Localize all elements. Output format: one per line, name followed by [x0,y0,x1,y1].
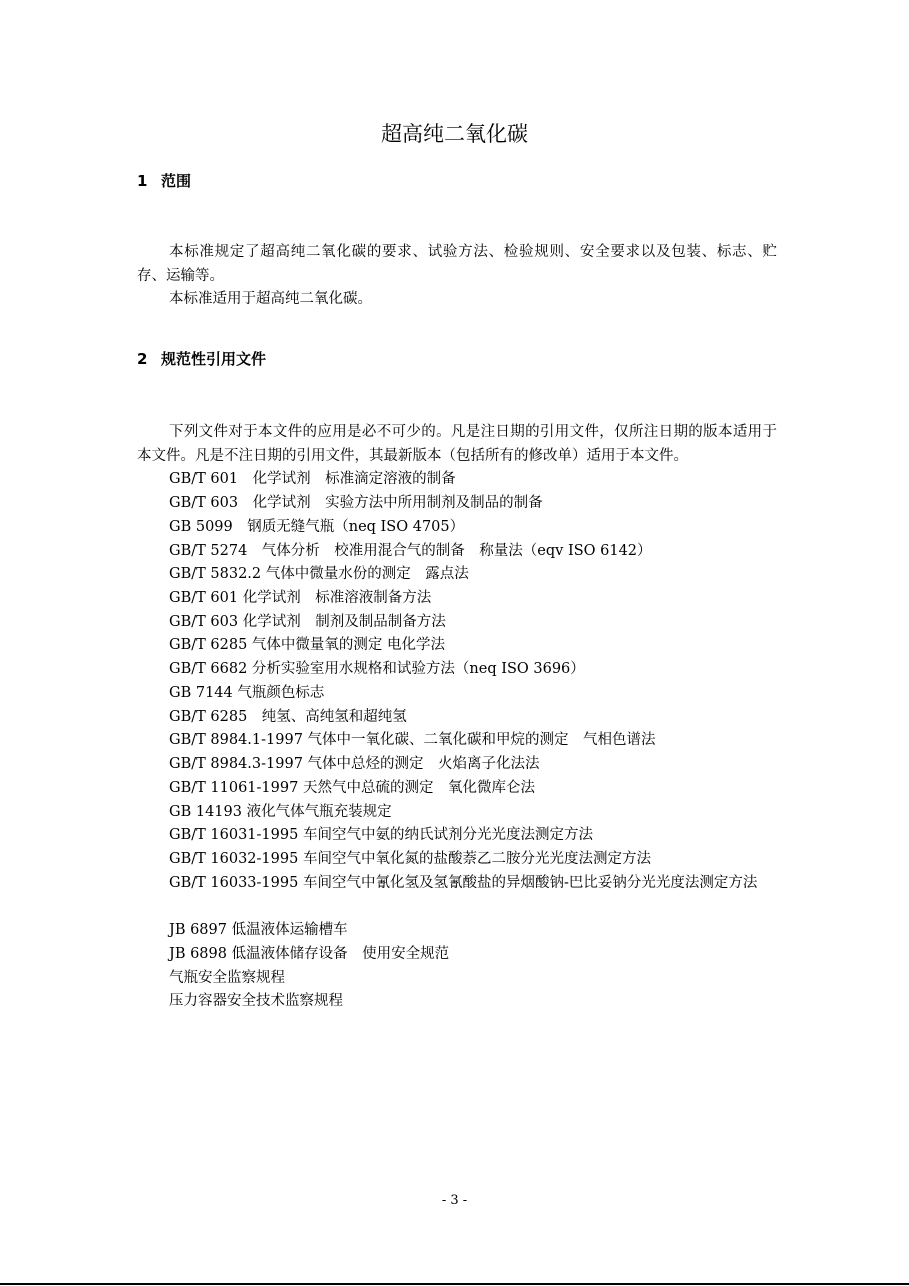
reference-item: GB/T 16032-1995 车间空气中氧化氮的盐酸萘乙二胺分光光度法测定方法 [169,851,651,867]
reference-item: JB 6898 低温液体储存设备 使用安全规范 [169,946,450,962]
reference-item: GB/T 5274 气体分析 校准用混合气的制备 称量法（eqv ISO 6142） [169,543,652,559]
reference-item: GB/T 601 化学试剂 标准滴定溶液的制备 [169,471,456,487]
section-heading-scope [137,170,191,192]
paragraph: 本标准规定了超高纯二氧化碳的要求、试验方法、检验规则、安全要求以及包装、标志、贮存、运输等。 [137,244,777,284]
reference-item: JB 6897 低温液体运输槽车 [169,922,348,938]
reference-item: GB/T 601 化学试剂 标准溶液制备方法 [169,590,432,606]
page-number: - 3 - [441,1193,468,1208]
page-title: 超高纯二氧化碳 [381,122,528,146]
section-title: 规范性引用文件 [161,350,267,368]
reference-item: GB 7144 气瓶颜色标志 [169,685,325,701]
bottom-divider [0,1283,909,1285]
reference-item: GB 14193 液化气体气瓶充装规定 [169,804,392,820]
reference-item: GB/T 8984.3-1997 气体中总烃的测定 火焰离子化法法 [169,756,540,772]
reference-item: GB/T 16031-1995 车间空气中氨的纳氏试剂分光光度法测定方法 [169,827,593,843]
section-title: 范围 [161,172,192,190]
reference-item: GB/T 6285 纯氢、高纯氢和超纯氢 [169,709,407,725]
reference-item: 气瓶安全监察规程 [169,970,285,986]
section-number: 1 [137,172,148,190]
reference-item: GB/T 11061-1997 天然气中总硫的测定 氧化微库仑法 [169,780,535,796]
section-heading-normative-references [137,348,266,370]
reference-item: GB/T 16033-1995 车间空气中氰化氢及氢氰酸盐的异烟酸钠-巴比妥钠分光光度法测定方法 [169,875,758,891]
reference-item: GB/T 5832.2 气体中微量水份的测定 露点法 [169,566,469,582]
reference-item: 压力容器安全技术监察规程 [169,993,343,1009]
reference-item: GB/T 8984.1-1997 气体中一氧化碳、二氧化碳和甲烷的测定 气相色谱法 [169,732,656,748]
paragraph: 下列文件对于本文件的应用是必不可少的。凡是注日期的引用文件，仅所注日期的版本适用于本文件。凡是不注日期的引用文件，其最新版本（包括所有的修改单）适用于本文件。 [137,424,777,464]
section-number: 2 [137,350,148,368]
reference-item: GB 5099 钢质无缝气瓶（neq ISO 4705） [169,519,465,535]
reference-item: GB/T 6285 气体中微量氧的测定 电化学法 [169,637,446,653]
reference-item: GB/T 6682 分析实验室用水规格和试验方法（neq ISO 3696） [169,661,585,677]
reference-item: GB/T 603 化学试剂 实验方法中所用制剂及制品的制备 [169,495,543,511]
paragraph: 本标准适用于超高纯二氧化碳。 [169,291,372,307]
reference-item: GB/T 603 化学试剂 制剂及制品制备方法 [169,614,446,630]
